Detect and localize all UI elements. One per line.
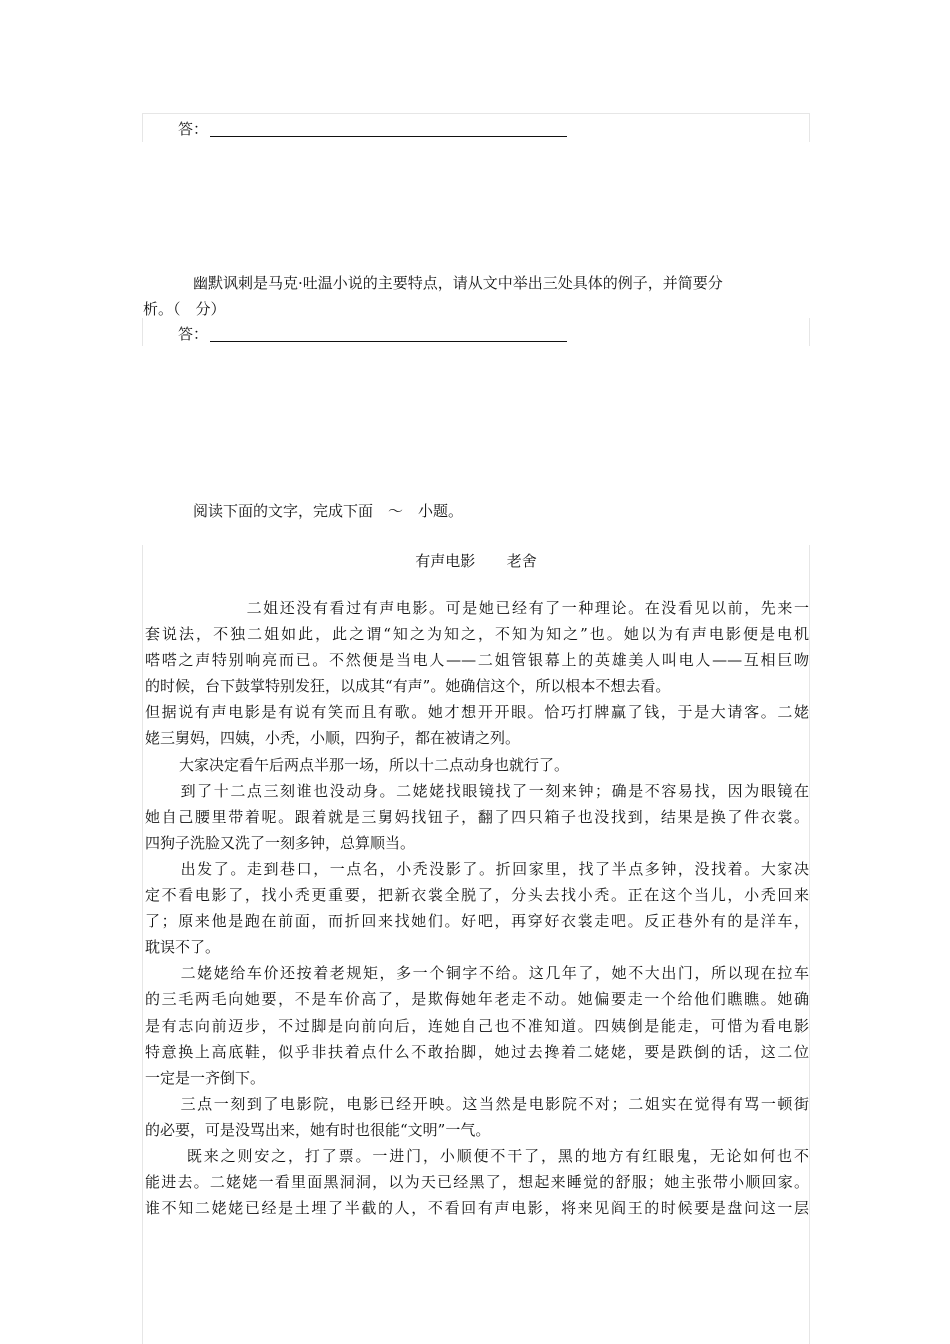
answer-row-2 bbox=[178, 323, 567, 345]
passage-line: 的三毛两毛向她要，不是车价高了，是欺侮她年老走不动。她偏要走一个给他们瞧瞧。她确 bbox=[145, 990, 809, 1009]
question-line-2: 析。（ 分） bbox=[143, 300, 226, 318]
reading-instruction: 阅读下面的文字，完成下面 ～ 小题。 bbox=[193, 502, 464, 520]
passage-line: 的必要，可是没骂出来，她有时也很能“文明”一气。 bbox=[145, 1120, 491, 1139]
passage-line: 二姐还没有看过有声电影。可是她已经有了一种理论。在没看见以前，先来一 bbox=[245, 599, 809, 617]
answer-label: 答： bbox=[178, 325, 209, 343]
passage-body bbox=[145, 595, 809, 1221]
author-text: 老舍 bbox=[506, 552, 537, 570]
title-text: 有声电影 bbox=[415, 552, 476, 570]
answer-blank-line[interactable] bbox=[210, 136, 567, 137]
passage-line: 一定是一齐倒下。 bbox=[145, 1068, 266, 1087]
passage-line: 大家决定看午后两点半那一场，所以十二点动身也就行了。 bbox=[179, 755, 570, 774]
answer-label: 答： bbox=[178, 120, 209, 138]
answer-row-1 bbox=[178, 118, 567, 140]
passage-line: 二姥姥给车价还按着老规矩，多一个铜字不给。这几年了，她不大出门，所以现在拉车 bbox=[179, 964, 809, 983]
passage-line: 了；原来他是跑在前面，而折回来找她们。好吧，再穿好衣裳走吧。反正巷外有的是洋车， bbox=[145, 912, 809, 931]
passage-line: 的时候，台下鼓掌特别发狂，以成其“有声”。她确信这个，所以根本不想去看。 bbox=[145, 677, 671, 696]
passage-line: 三点一刻到了电影院，电影已经开映。这当然是电影院不对；二姐实在觉得有骂一顿街 bbox=[179, 1094, 809, 1113]
passage-title bbox=[143, 549, 809, 573]
passage-line: 是有志向前迈步，不过脚是向前向后，连她自己也不准知道。四姨倒是能走，可惜为看电影 bbox=[145, 1016, 809, 1035]
passage-line: 姥三舅妈，四姨，小秃，小顺，四狗子，都在被请之列。 bbox=[145, 729, 521, 748]
passage-line: 能进去。二姥姥一看里面黑洞洞，以为天已经黑了，想起来睡觉的舒服；她主张带小顺回家。 bbox=[145, 1173, 809, 1192]
passage-box bbox=[142, 545, 810, 1344]
passage-line: 到了十二点三刻谁也没动身。二姥姥找眼镜找了一刻来钟；确是不容易找，因为眼镜在 bbox=[179, 781, 809, 800]
answer-blank-line[interactable] bbox=[210, 341, 567, 342]
passage-line: 出发了。走到巷口，一点名，小秃没影了。折回家里，找了半点多钟，没找着。大家决 bbox=[179, 859, 809, 878]
passage-line: 套说法，不独二姐如此，此之谓“知之为知之，不知为知之”也。她以为有声电影便是电机 bbox=[145, 625, 809, 644]
passage-line: 定不看电影了，找小秃更重要，把新衣裳全脱了，分头去找小秃。正在这个当儿，小秃回来 bbox=[145, 886, 809, 905]
question-text bbox=[143, 270, 809, 322]
passage-line: 嗒嗒之声特别响亮而已。不然便是当电人——二姐管银幕上的英雄美人叫电人——互相巨吻 bbox=[145, 651, 809, 670]
passage-line: 谁不知二姥姥已经是土埋了半截的人，不看回有声电影，将来见阎王的时候要是盘问这一层 bbox=[145, 1199, 809, 1218]
passage-line: 但据说有声电影是有说有笑而且有歌。她才想开开眼。恰巧打牌赢了钱，于是大请客。二姥 bbox=[145, 703, 809, 722]
passage-line: 既来之则安之，打了票。一进门，小顺便不干了，黑的地方有红眼鬼，无论如何也不 bbox=[185, 1146, 809, 1165]
question-line-1: 幽默讽刺是马克·吐温小说的主要特点，请从文中举出三处具体的例子，并简要分 bbox=[193, 274, 723, 292]
passage-line: 特意换上高底鞋，似乎非扶着点什么不敢抬脚，她过去搀着二姥姥，要是跌倒的话，这二位 bbox=[145, 1042, 809, 1061]
passage-line: 四狗子洗脸又洗了一刻多钟，总算顺当。 bbox=[145, 833, 416, 852]
passage-line: 耽误不了。 bbox=[145, 938, 221, 957]
passage-line: 她自己腰里带着呢。跟着就是三舅妈找钮子，翻了四只箱子也没找到，结果是换了件衣裳。 bbox=[145, 807, 809, 826]
